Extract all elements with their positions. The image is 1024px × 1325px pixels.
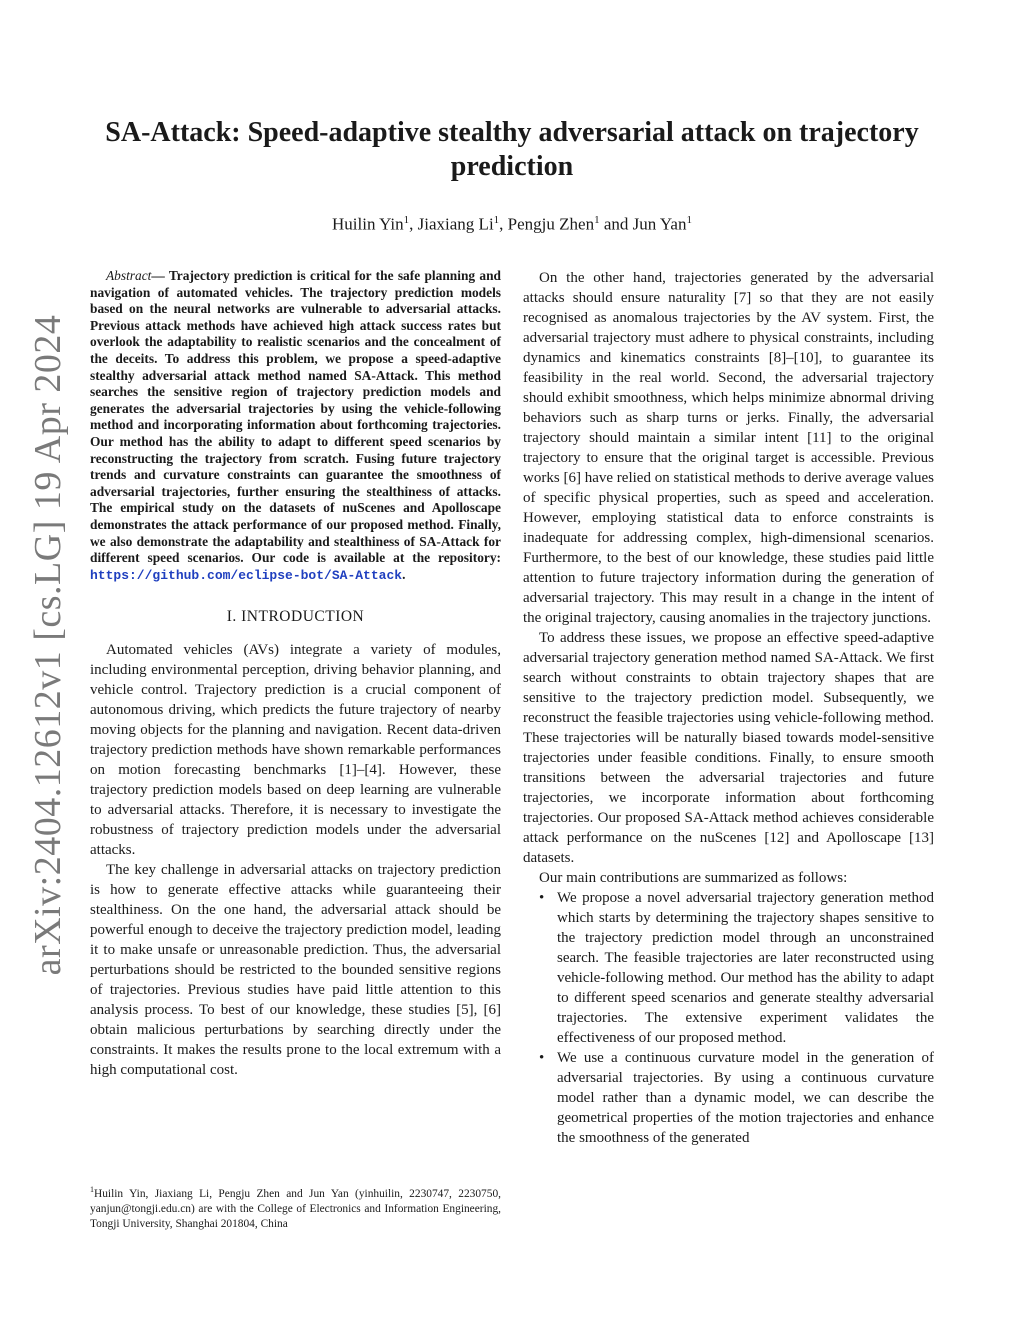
arxiv-identifier: arXiv:2404.12612v1 [cs.LG] 19 Apr 2024 — [27, 314, 69, 976]
footnote-mark: 1 — [90, 1185, 94, 1194]
author-name: Jiaxiang Li — [417, 214, 494, 234]
section-heading-introduction: I. INTRODUCTION — [226, 608, 365, 626]
contribution-text: We propose a novel adversarial trajectory generation method which starts by determining the trajectory shapes sensitive to the trajectory prediction model through an unconstrained search. The feasible trajectories are later reconstructed using vehicle-following method. Our method has the ability to adapt to different speed scenarios and generate stealthy adversarial trajectories. The extensive experiment validates the effectiveness of our proposed method. — [557, 890, 934, 1046]
footnote-text: Huilin Yin, Jiaxiang Li, Pengju Zhen and Jun Yan (yinhuilin, 2230747, 2230750, yanjun@tongji.edu.cn) are with the College of Electronics and Information Engineering, Tongji University, Shanghai 201804, China — [90, 1187, 501, 1230]
author-affiliation-mark: 1 — [493, 214, 500, 226]
contribution-list — [523, 888, 934, 1148]
author-separator: , — [499, 214, 508, 234]
author-name: Pengju Zhen — [507, 214, 595, 234]
author-name: Jun Yan — [632, 214, 687, 234]
abstract-label: Abstract — [106, 268, 152, 283]
body-paragraph: On the other hand, trajectories generated by the adversarial attacks should ensure naturality [7] so that they are not easily recognised as anomalous trajectories by the AV system. First, the adversarial trajectory must adhere to physical constraints, including dynamics and kinematics constraints [8]–[10], to guarantee its feasibility in the real world. Second, the adversarial trajectory should exhibit smoothness, which helps minimize abnormal driving behaviors such as sharp turns or jerks. Finally, the adversarial trajectory should maintain a similar intent [11] to the original trajectory to ensure that the original target is accessible. Previous works [6] have relied on statistical methods to derive average values of specific physical properties, such as speed and acceleration. However, employing statistical data to enforce constraints is inadequate for addressing complex, high-dimensional scenarios. Furthermore, to the best of our knowledge, these studies paid little attention to future trajectory information during the generation of adversarial trajectory. This may result in a change in the intent of the original trajectory, causing anomalies in the trajectory junctions. — [523, 270, 934, 626]
list-item — [523, 1048, 934, 1148]
body-paragraph: Automated vehicles (AVs) integrate a variety of modules, including environmental perception, driving behavior planning, and vehicle control. Trajectory prediction is a crucial component of autonomous driving, which predicts the future trajectory of nearby moving objects for the planning and navigation. Recent data-driven trajectory prediction methods have shown remarkable performances on motion forecasting benchmarks [1]–[4]. However, these trajectory prediction models based on deep learning are vulnerable to adversarial attacks. Therefore, it is necessary to investigate the robustness of trajectory prediction models under the adversarial attacks. — [90, 642, 501, 859]
contribution-text: We use a continuous curvature model in the generation of adversarial trajectories. By using a continuous curvature model rather than a dynamic model, we can describe the geometrical properties of the motion trajectories and enhance the smoothness of the generated — [557, 1050, 934, 1146]
affiliation-footnote — [90, 1182, 501, 1232]
author-separator: and — [599, 214, 633, 234]
right-column — [523, 268, 934, 1148]
author-name: Huilin Yin — [332, 214, 404, 234]
author-affiliation-mark: 1 — [686, 214, 692, 226]
body-paragraph: The key challenge in adversarial attacks on trajectory prediction is how to generate effective attacks while guaranteeing their stealthiness. On the one hand, the adversarial attack should be powerful enough to deceive the trajectory prediction model, leading it to make unsafe or unreasonable prediction. Thus, the adversarial perturbations should be restricted to the bounded sensitive regions of trajectories. Previous studies have paid little attention to this analysis process. To best of our knowledge, these studies [5], [6] obtain malicious perturbations by searching directly under the constraints. It makes the results prone to the local extremum with a high computational cost. — [90, 862, 501, 1079]
abstract: Abstract— Trajectory prediction is critical for the safe planning and navigation of automated vehicles. The trajectory prediction models based on the neural networks are vulnerable to adversarial attacks. Previous attack methods have achieved high attack success rates but overlook the adaptability to realistic scenarios and the concealment of the deceits. To address this problem, we propose a speed-adaptive stealthy adversarial attack method named SA-Attack. This method searches the sensitive region of trajectory prediction models and generates the adversarial trajectories by using the vehicle-following method and incorporating information about forthcoming trajectories. Our method has the ability to adapt to different speed scenarios by reconstructing the trajectory from scratch. Fusing future trajectory trends and curvature constraints can guarantee the smoothness of adversarial trajectories, further ensuring the stealthiness of attacks. The empirical study on the datasets of nuScenes and Apolloscape demonstrates the attack performance of our proposed method. Finally, we also demonstrate the adaptability and stealthiness of SA-Attack for different speed scenarios. Our code is available at the repository: https://github.com/eclipse-bot/SA-Attack. — [90, 268, 502, 583]
author-list — [100, 208, 924, 237]
paper-title: SA-Attack: Speed-adaptive stealthy adversarial attack on trajectory prediction — [105, 117, 919, 182]
bullet-icon: • — [539, 1050, 545, 1066]
left-column — [90, 268, 501, 1080]
body-paragraph: To address these issues, we propose an effective speed-adaptive adversarial trajectory generation method named SA-Attack. We first search without constraints to obtain trajectory shapes that are sensitive to the trajectory prediction model. Subsequently, we reconstruct the feasible trajectories using vehicle-following method. These trajectories will be naturally biased towards model-sensitive trajectories under feasible conditions. Finally, to ensure smooth transitions between the adversarial trajectories and future trajectories, we incorporate information about forthcoming trajectories. Our proposed SA-Attack method achieves considerable attack performance on the nuScenes [12] and Apolloscape [13] datasets. — [523, 630, 934, 866]
list-item — [523, 888, 934, 1048]
abstract-end: . — [402, 566, 406, 582]
abstract-body: Trajectory prediction is critical for the safe planning and navigation of automated vehicles. The trajectory prediction models based on the neural networks are vulnerable to adversarial attacks. Previous attack methods have achieved high attack success rates but overlook the adaptability to realistic scenarios and the concealment of the deceits. To address this problem, we propose a speed-adaptive stealthy adversarial attack method named SA-Attack. This method searches the sensitive region of trajectory prediction models and generates the adversarial trajectories by using the vehicle-following method and incorporating information about forthcoming trajectories. Our method has the ability to adapt to different speed scenarios by reconstructing the trajectory from scratch. Fusing future trajectory trends and curvature constraints can guarantee the smoothness of adversarial trajectories, further ensuring the stealthiness of attacks. The empirical study on the datasets of nuScenes and Apolloscape demonstrates the attack performance of our proposed method. Finally, we also demonstrate the adaptability and stealthiness of SA-Attack for different speed scenarios. Our code is available at the repository: — [90, 268, 502, 566]
repository-link[interactable]: https://github.com/eclipse-bot/SA-Attack — [90, 567, 403, 583]
author-affiliation-mark: 1 — [594, 214, 600, 226]
author-separator: , — [409, 214, 418, 234]
body-paragraph: Our main contributions are summarized as follows: — [539, 870, 848, 886]
author-affiliation-mark: 1 — [403, 214, 410, 226]
bullet-icon: • — [539, 890, 545, 906]
arxiv-side-stamp — [14, 300, 82, 990]
